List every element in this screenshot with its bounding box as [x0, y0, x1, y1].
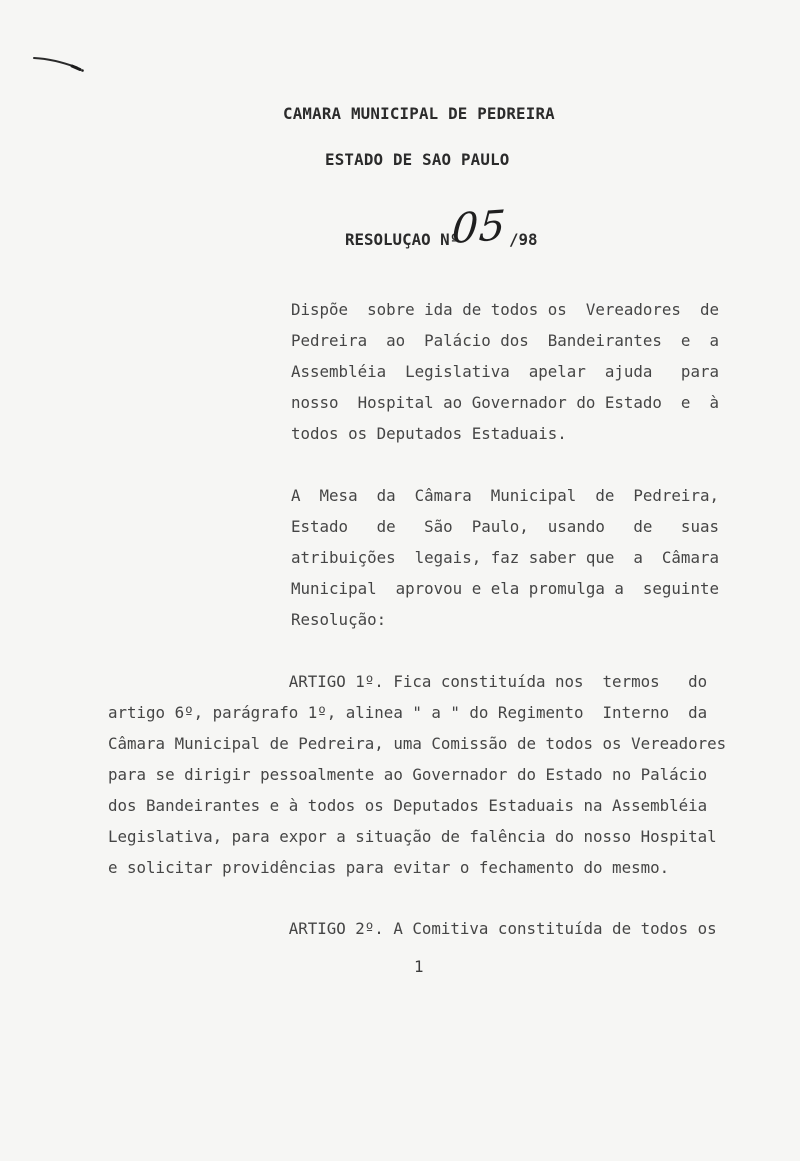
document-org-title: CAMARA MUNICIPAL DE PEDREIRA: [283, 104, 555, 123]
preamble-line: A Mesa da Câmara Municipal de Pedreira,: [291, 486, 719, 505]
artigo-1-line: artigo 6º, parágrafo 1º, alinea " a " do Regimento Interno da: [108, 703, 708, 722]
page-number: 1: [414, 957, 424, 976]
preamble-line: Municipal aprovou e ela promulga a seguinte: [291, 579, 719, 598]
ementa-paragraph: [291, 294, 719, 449]
ementa-line: Dispõe sobre ida de todos os Vereadores de: [291, 300, 719, 319]
artigo-2-line: ARTIGO 2º. A Comitiva constituída de todos os: [108, 919, 717, 938]
resolution-label: RESOLUÇAO Nº: [345, 230, 460, 249]
artigo-1-line: para se dirigir pessoalmente ao Governador do Estado no Palácio: [108, 765, 708, 784]
preamble-line: Estado de São Paulo, usando de suas: [291, 517, 719, 536]
preamble-paragraph: [291, 480, 719, 635]
preamble-line: Resolução:: [291, 610, 387, 629]
artigo-1-paragraph: [108, 666, 726, 883]
ementa-line: nosso Hospital ao Governador do Estado e à: [291, 393, 719, 412]
artigo-1-line: Legislativa, para expor a situação de falência do nosso Hospital: [108, 827, 717, 846]
artigo-1-line: Câmara Municipal de Pedreira, uma Comissão de todos os Vereadores: [108, 734, 727, 753]
artigo-1-line: ARTIGO 1º. Fica constituída nos termos do: [108, 672, 708, 691]
document-state-subtitle: ESTADO DE SAO PAULO: [325, 150, 510, 169]
ementa-line: Assembléia Legislativa apelar ajuda para: [291, 362, 719, 381]
preamble-line: atribuições legais, faz saber que a Câmara: [291, 548, 719, 567]
handwritten-resolution-number: 05: [450, 200, 508, 254]
artigo-2-paragraph: [108, 913, 717, 944]
artigo-1-line: e solicitar providências para evitar o fechamento do mesmo.: [108, 858, 670, 877]
ementa-line: Pedreira ao Palácio dos Bandeirantes e a: [291, 331, 719, 350]
artigo-1-line: dos Bandeirantes e à todos os Deputados Estaduais na Assembléia: [108, 796, 708, 815]
ementa-line: todos os Deputados Estaduais.: [291, 424, 567, 443]
resolution-year: /98: [509, 230, 538, 249]
pen-stroke-mark: [30, 50, 92, 78]
